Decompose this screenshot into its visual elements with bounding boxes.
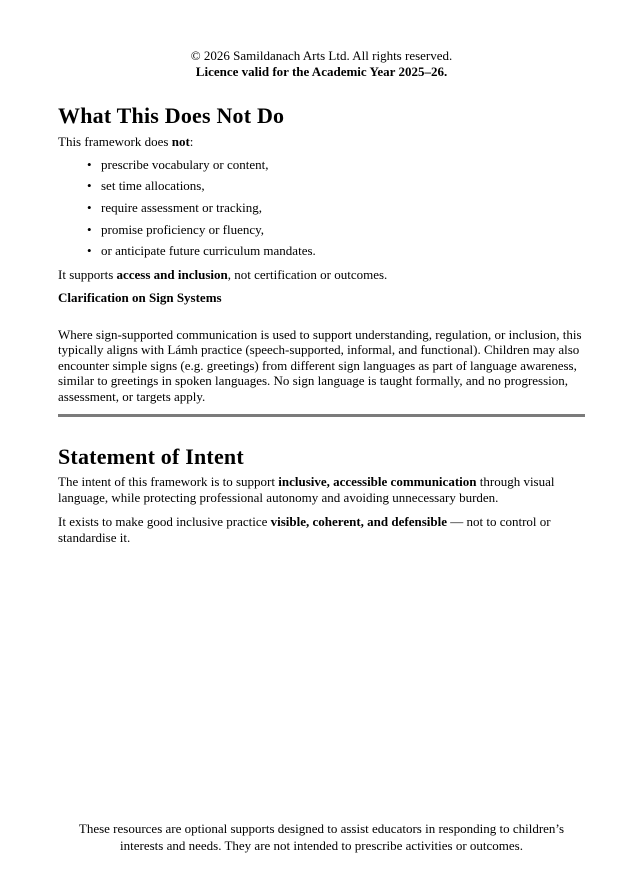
copyright-line: © 2026 Samildanach Arts Ltd. All rights reserved. — [190, 48, 453, 63]
intro-bold-not: not — [171, 134, 190, 149]
intro-prefix: This framework does — [58, 134, 172, 149]
list-item: • require assessment or tracking, — [58, 200, 585, 216]
heading-statement-of-intent: Statement of Intent — [58, 444, 244, 470]
heading-clarification-sign-systems: Clarification on Sign Systems — [58, 290, 222, 306]
statement-p1-prefix: The intent of this framework is to support — [58, 474, 279, 490]
list-item: • set time allocations, — [58, 178, 585, 194]
supports-prefix: It supports — [58, 266, 117, 282]
supports-bold: access and inclusion — [116, 266, 228, 282]
intro-suffix: : — [189, 134, 194, 149]
document-footer — [0, 820, 643, 854]
supports-line — [58, 267, 585, 283]
statement-p1-bold: inclusive, accessible communication — [278, 474, 477, 490]
footer-note: These resources are optional supports designed to assist educators in responding to children’s interests and needs. They are not intended to prescribe activities or outcomes. — [78, 821, 565, 853]
document-header — [58, 48, 585, 80]
not-do-bullet-list — [58, 157, 585, 259]
statement-p2-prefix: It exists to make good inclusive practice — [58, 514, 271, 530]
list-item: • promise proficiency or fluency, — [58, 222, 585, 238]
heading-what-this-does-not-do: What This Does Not Do — [58, 103, 285, 128]
section-divider — [58, 414, 585, 417]
statement-p2-suffix: — not to control or standardise it. — [58, 514, 551, 545]
intro-line — [58, 134, 585, 150]
clarification-paragraph: Where sign-supported communication is used to support understanding, regulation, or inclusion, this typically aligns with Lámh practice (speech-supported, informal, and functional). Children may also encounter simple signs (e.g. greetings) from different sign languages as part of language awareness, similar to greetings in spoken languages. No sign language is taught formally, and no progression, assessment, or targets apply. — [58, 326, 582, 404]
statement-paragraph-1 — [58, 474, 585, 505]
list-item: • or anticipate future curriculum mandates. — [58, 243, 585, 259]
statement-p2-bold: visible, coherent, and defensible — [270, 514, 447, 530]
list-item: • prescribe vocabulary or content, — [58, 157, 585, 173]
licence-line: Licence valid for the Academic Year 2025–26. — [195, 64, 448, 79]
statement-paragraph-2 — [58, 514, 585, 545]
statement-p1-suffix: through visual language, while protecting professional autonomy and avoiding unnecessary burden. — [58, 474, 555, 505]
supports-suffix: , not certification or outcomes. — [227, 266, 388, 282]
